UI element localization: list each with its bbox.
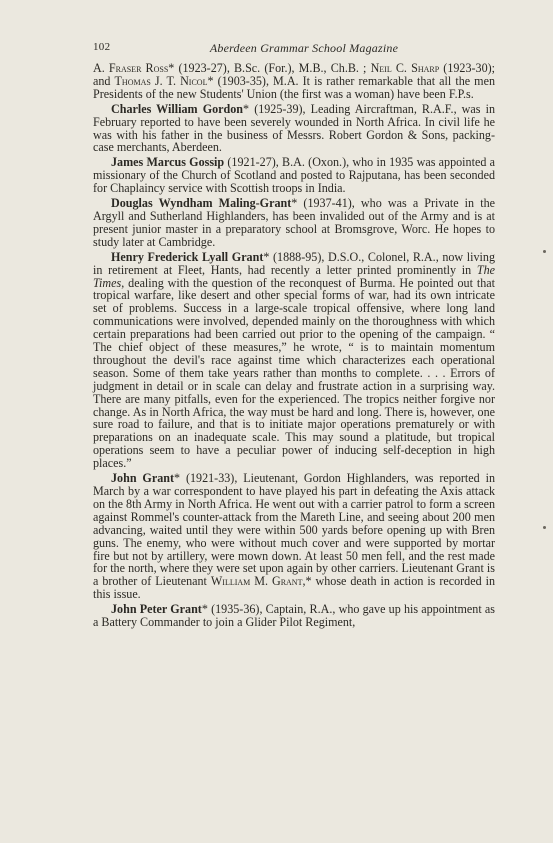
paragraph-text: * (1925-39), Leading Aircraftman, R.A.F., was in February reported to have been severely wounded in North Africa. In civil life he was with his father in the business of Messrs. Robert Gordon & Sons, packing-case merchants, Aberdeen. [93, 101, 495, 155]
small-caps-name: Neil C. Sharp [370, 61, 440, 75]
person-name: John Grant [111, 471, 175, 486]
paragraph-p2 [93, 156, 495, 195]
paragraph-text: * (1921-33), Lieutenant, Gordon Highlanders, was reported in March by a war correspondent to have played his part in defeating the Axis attack on the 8th Army in North Africa. He went out with a carrier patrol to form a screen against Rommel's counter-attack from the Mareth Line, and seeing about 200 men advancing, waited until they were within 500 yards before opening up with Bren guns. The enemy, who were without much cover and were supported by mortar fire but not by artillery, were mown down. At least 50 men fell, and the rest made for the north, where they were set upon again by other carriers. Lieutenant Grant is a brother of Lieutenant [93, 471, 495, 589]
paragraph-text: * (1888-95), D.S.O., Colonel, R.A., now living in retirement at Fleet, Hants, had recently a letter printed prominently in [93, 249, 495, 277]
paragraph-text: * (1937-41), who was a Private in the Argyll and Sutherland Highlanders, has been invalided out of the Army and is at present junior master in a preparatory school at Bromsgrove, Worc. He hopes to study later at Cambridge. [93, 196, 495, 249]
article-body [93, 62, 495, 631]
paragraph-p3 [93, 197, 495, 249]
paragraph-text: ,* whose death in action is recorded in this issue. [93, 574, 495, 602]
paragraph-text: (1921-27), B.A. (Oxon.), who in 1935 was appointed a missionary of the Church of Scotland and posted to Rajputana, has been seconded for Chaplaincy service with Scottish troops in India. [93, 155, 495, 196]
paragraph-text: * (1935-36), Captain, R.A., who gave up his appointment as a Battery Commander to join a Glider Pilot Regiment, [93, 602, 495, 630]
page-number: 102 [93, 41, 111, 53]
person-name: Henry Frederick Lyall Grant [111, 249, 264, 264]
margin-speck [543, 526, 546, 529]
person-name: James Marcus Gossip [111, 155, 225, 170]
paragraph-p6 [93, 603, 495, 629]
small-caps-name: William M. Grant [210, 574, 303, 589]
running-title: Aberdeen Grammar School Magazine [209, 41, 399, 55]
margin-speck [543, 250, 546, 253]
paragraph-p0 [93, 62, 495, 101]
paragraph-text: (1923-30); and [93, 61, 496, 88]
paragraph-text: * (1903-35), M.A. It is rather remarkable that all the men Presidents of the new Students' Union (the first was a woman) have been F.P.s. [93, 73, 495, 101]
person-name: John Peter Grant [111, 602, 202, 617]
paragraph-p1 [93, 103, 495, 155]
paragraph-text: * (1923-27), B.Sc. (For.), M.B., Ch.B. ; [168, 61, 371, 75]
page-header [93, 41, 495, 57]
person-name: Charles William Gordon [111, 101, 244, 116]
paragraph-text: , dealing with the question of the reconquest of Burma. He pointed out that tropical warfare, like desert and other special forms of war, had its own intricate set of problems. Success in a large-scale tropical offensive, where long land communications were involved, depended mainly on the thoroughness with which certain preparations had been carried out prior to the opening of the campaign. “ The chief object of these measures,” he wrote, “ is to maintain momentum throughout the devil's race against time which characterizes each operational season. Some of them take years rather than months to complete. . . . Errors of judgment in detail or in scale can delay and frustrate action in a surprising way. There are many pitfalls, even for the experienced. The tropics neither forgive nor change. As in North Africa, the way must be hard and long. There is, however, one sure road to failure, and that is to initiate major operations prematurely or with preparations on an inadequate scale. This may sound a platitude, but tropical operations seem to have a peculiar power of inducing self-deception in high places.” [93, 275, 495, 471]
paragraph-p5 [93, 472, 495, 601]
small-caps-name: Thomas J. T. Nicol [114, 73, 208, 88]
italic-title: The Times [93, 262, 495, 290]
paragraph-p4 [93, 251, 495, 470]
person-name: Douglas Wyndham Maling-Grant [111, 196, 292, 211]
small-caps-name: A. Fraser Ross [93, 61, 169, 75]
